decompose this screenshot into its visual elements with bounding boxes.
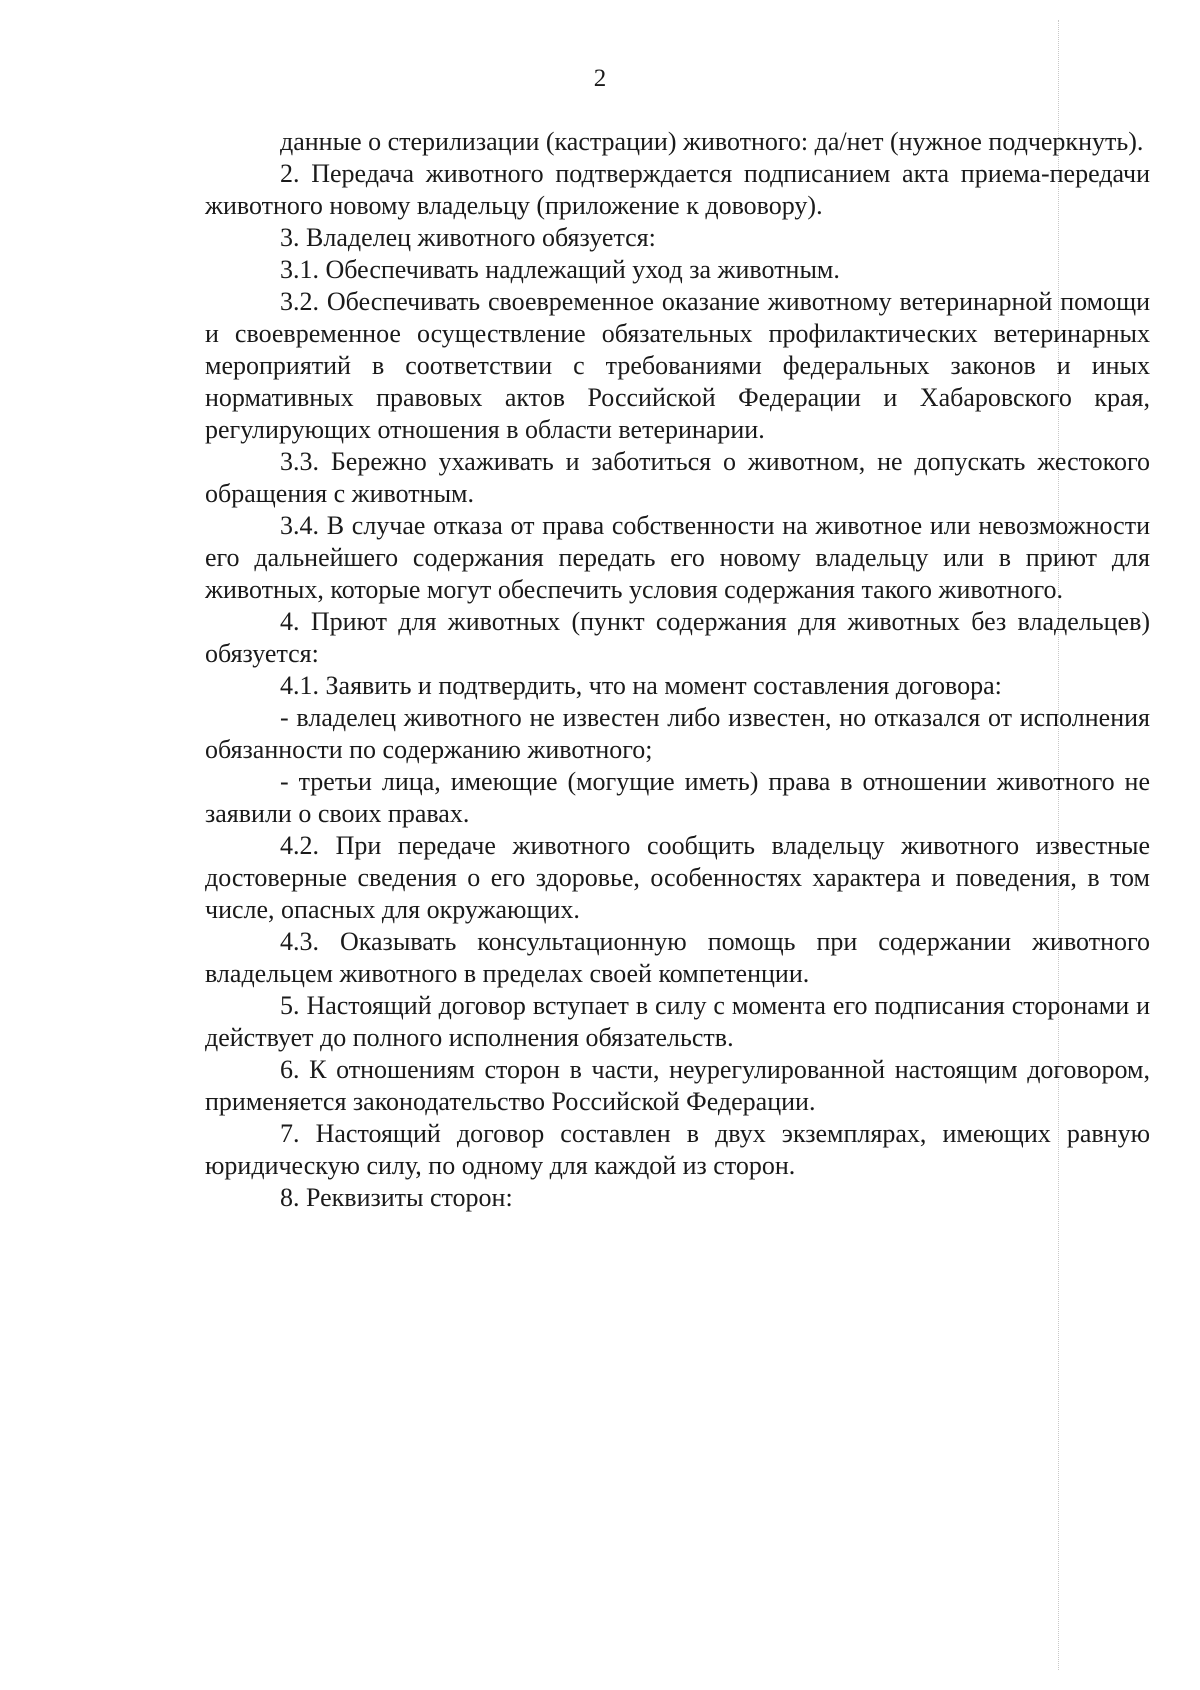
document-body: [205, 126, 1150, 1214]
paragraph-2-transfer: 2. Передача животного подтверждается подписанием акта приема-передачи животного новому владельцу (приложение к дововору).: [205, 159, 1150, 220]
page-number: 2: [593, 65, 607, 92]
paragraph-5: 5. Настоящий договор вступает в силу с момента его подписания сторонами и действует до полного исполнения обязательств.: [205, 991, 1150, 1052]
paragraph-7: 7. Настоящий договор составлен в двух экземплярах, имеющих равную юридическую силу, по одному для каждой из сторон.: [205, 1119, 1150, 1180]
paragraph-3-3: 3.3. Бережно ухаживать и заботиться о животном, не допускать жестокого обращения с животным.: [205, 447, 1150, 508]
paragraph-3-1: 3.1. Обеспечивать надлежащий уход за животным.: [280, 255, 840, 284]
paragraph-6: 6. К отношениям сторон в части, неурегулированной настоящим договором, применяется законодательство Российской Федерации.: [205, 1055, 1150, 1116]
paragraph-4-2: 4.2. При передаче животного сообщить владельцу животного известные достоверные сведения о его здоровье, особенностях характера и поведения, в том числе, опасных для окружающих.: [205, 831, 1150, 924]
paragraph-4-shelter-obligations: 4. Приют для животных (пункт содержания для животных без владельцев) обязуется:: [205, 607, 1150, 668]
paragraph-3-2: 3.2. Обеспечивать своевременное оказание животному ветеринарной помощи и своевременное осуществление обязательных профилактических ветеринарных мероприятий в соответствии с требованиями федеральных законов и иных нормативных правовых актов Российской Федерации и Хабаровского края, регулирующих отношения в области ветеринарии.: [205, 287, 1150, 444]
paragraph-4-1-item-2: - третьи лица, имеющие (могущие иметь) права в отношении животного не заявили о своих правах.: [205, 767, 1150, 828]
paragraph-3-owner-obligations: 3. Владелец животного обязуется:: [280, 223, 656, 252]
paragraph-4-1: 4.1. Заявить и подтвердить, что на момент составления договора:: [280, 671, 1002, 700]
paragraph-4-1-item-1: - владелец животного не известен либо известен, но отказался от исполнения обязанности по содержанию животного;: [205, 703, 1150, 764]
paragraph-8: 8. Реквизиты сторон:: [280, 1183, 513, 1212]
paragraph-sterilization: данные о стерилизации (кастрации) животного: да/нет (нужное подчеркнуть).: [280, 127, 1144, 156]
paragraph-4-3: 4.3. Оказывать консультационную помощь при содержании животного владельцем животного в пределах своей компетенции.: [205, 927, 1150, 988]
paragraph-3-4: 3.4. В случае отказа от права собственности на животное или невозможности его дальнейшего содержания передать его новому владельцу или в приют для животных, которые могут обеспечить условия содержания такого животного.: [205, 511, 1150, 604]
